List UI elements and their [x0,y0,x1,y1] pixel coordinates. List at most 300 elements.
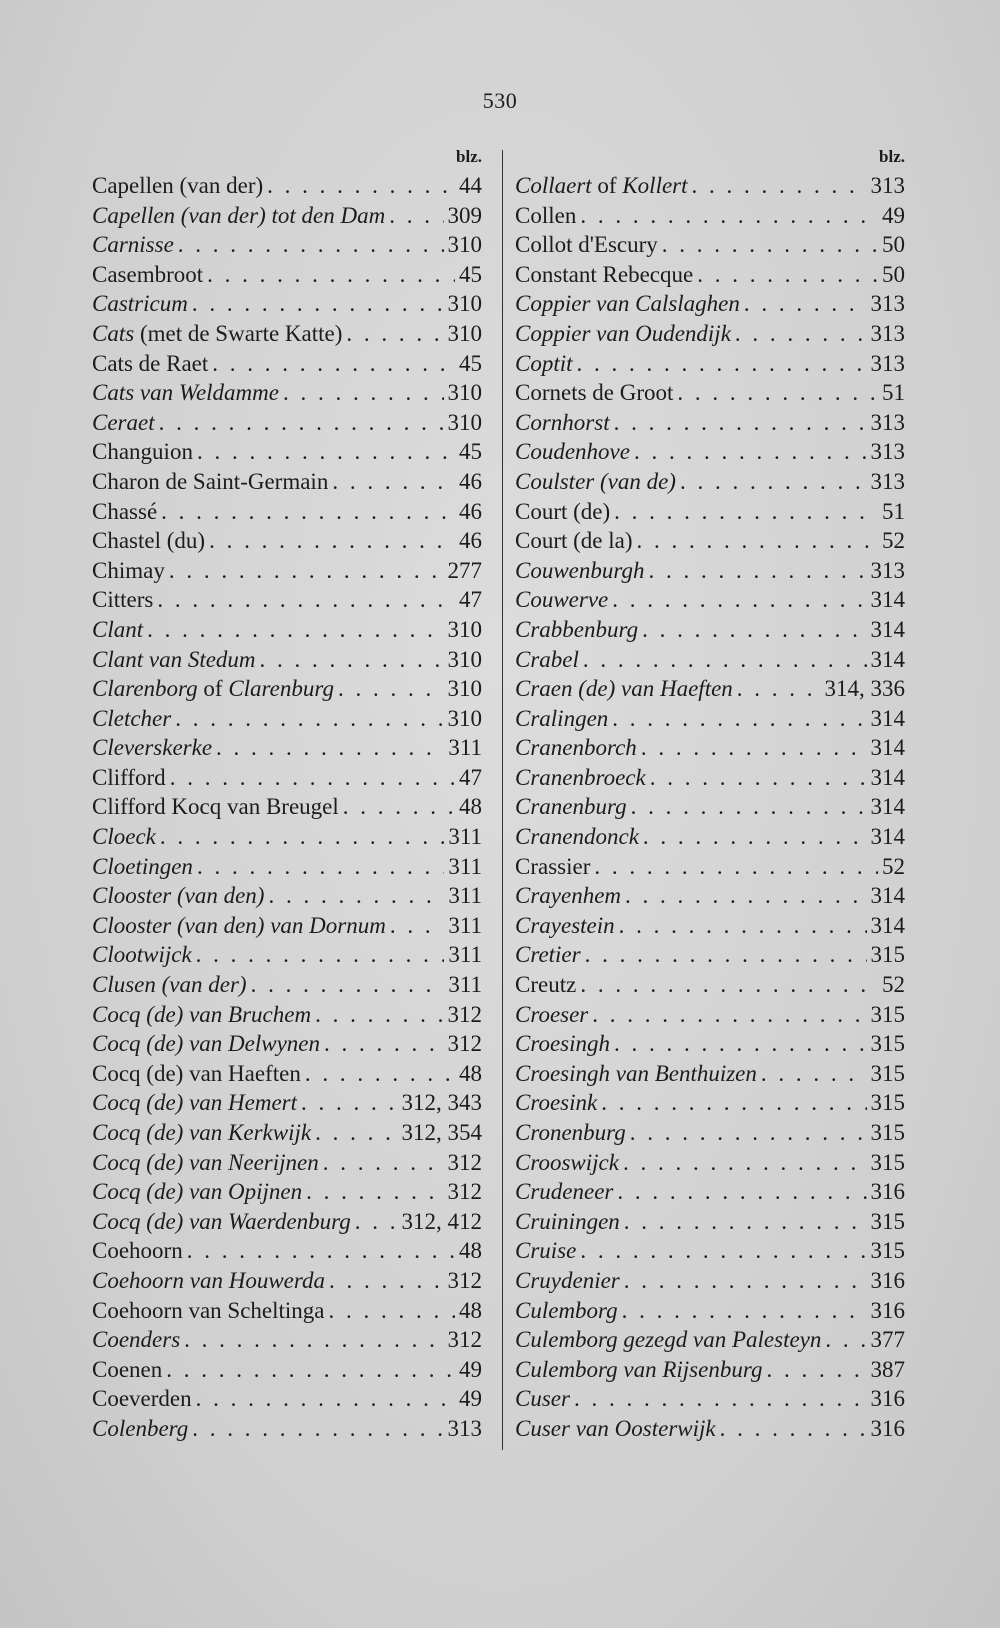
entry-name-italic-part: Clarenborg [92,676,198,702]
index-entry [515,1148,905,1178]
entry-name: Cranenborch [515,735,637,761]
entry-name: Crayenhem [515,883,622,909]
entry-page-ref: 312 [447,1267,482,1293]
leader-dots [612,585,866,615]
entry-page-ref: 46 [459,498,482,524]
leader-dots [216,733,444,763]
index-entry [92,1355,482,1385]
entry-name: Crabbenburg [515,616,639,642]
leader-dots [631,792,867,822]
index-entry [92,497,482,527]
index-entry [92,1000,482,1030]
entry-page-ref: 311 [448,912,482,938]
index-entry [92,1414,482,1444]
index-entry [515,1088,905,1118]
index-entry [515,940,905,970]
entry-page-ref: 314 [870,883,905,909]
entry-name: Coehoorn van Scheltinga [92,1297,325,1323]
entry-page-ref: 312 [447,1031,482,1057]
index-entry [92,467,482,497]
entry-page-ref: 310 [447,676,482,702]
leader-dots [624,1266,867,1296]
entry-name: Cralingen [515,705,609,731]
leader-dots [305,1059,455,1089]
entry-page-ref: 45 [459,261,482,287]
entry-page-ref: 44 [459,173,482,198]
entry-page-ref: 312, 412 [401,1208,482,1234]
leader-dots [766,1355,866,1385]
entry-name: Capellen (van der) tot den Dam [92,202,386,228]
entry-page-ref: 314 [870,616,905,642]
entry-page-ref: 312 [447,1001,482,1027]
entry-page-ref: 311 [448,942,482,968]
leader-dots [346,319,443,349]
leader-dots [592,1000,866,1030]
leader-dots [825,1325,866,1355]
entry-name: Coeverden [92,1386,192,1412]
index-entry [92,852,482,882]
entry-name: Coehoorn [92,1238,183,1264]
entry-page-ref: 315 [870,1031,905,1057]
entry-name: Cruiningen [515,1208,620,1234]
left-column [92,147,482,1444]
leader-dots [187,1236,455,1266]
entry-name: Crassier [515,853,591,879]
index-entry [515,467,905,497]
entry-page-ref: 311 [448,735,482,761]
entry-name: Cornhorst [515,409,610,435]
entry-page-ref: 387 [870,1356,905,1382]
index-entry [515,1207,905,1237]
leader-dots [338,674,444,704]
entry-page-ref: 313 [870,350,905,376]
entry-name: Culemborg [515,1297,618,1323]
entry-page-ref: 310 [447,380,482,406]
entry-name: Craen (de) van Haeften [515,676,733,702]
index-entry [515,1325,905,1355]
index-entry [92,526,482,556]
entry-name: Cronenburg [515,1120,626,1145]
entry-name: Cranenburg [515,794,627,820]
index-entry [515,1266,905,1296]
entry-page-ref: 47 [459,587,482,613]
entry-page-ref: 313 [870,409,905,435]
leader-dots [212,349,455,379]
index-entry [92,881,482,911]
leader-dots [147,615,443,645]
leader-dots [634,437,867,467]
leader-dots [580,970,878,1000]
entry-name: Creutz [515,972,577,998]
entry-page-ref: 316 [870,1179,905,1205]
leader-dots [580,201,878,231]
index-entry [92,260,482,290]
leader-dots [196,940,445,970]
entry-page-ref: 316 [870,1297,905,1323]
entry-name: Court (de) [515,498,611,524]
entry-name: Crooswijck [515,1149,619,1175]
leader-dots [260,645,444,675]
index-entry [515,556,905,586]
leader-dots [614,1029,867,1059]
entry-page-ref: 310 [447,291,482,317]
entry-page-ref: 312 [447,1149,482,1175]
entry-name [515,171,688,201]
index-entry [515,1029,905,1059]
entry-name: Cleverskerke [92,735,213,761]
index-entry [515,526,905,556]
index-entry [515,1236,905,1266]
entry-page-ref: 316 [870,1415,905,1441]
leader-dots [650,763,867,793]
entry-name: Cloeck [92,824,156,850]
entry-page-ref: 309 [447,202,482,228]
right-column [515,147,905,1444]
index-entry [92,674,482,704]
leader-dots [662,230,878,260]
index-entry [515,378,905,408]
entry-page-ref: 313 [870,557,905,583]
index-entry [92,585,482,615]
entry-name: Clifford Kocq van Breugel [92,794,339,820]
entry-page-ref: 52 [882,853,905,879]
entry-name-roman-part: (met de Swarte Katte) [134,320,343,346]
index-entry [515,970,905,1000]
entry-page-ref: 310 [447,320,482,346]
entry-page-ref: 315 [870,1001,905,1027]
index-entry [92,1059,482,1089]
index-entry [515,437,905,467]
leader-dots [601,1088,866,1118]
entry-page-ref: 49 [459,1356,482,1382]
entry-name: Cocq (de) van Bruchem [92,1001,312,1027]
leader-dots [389,201,443,231]
leader-dots [159,408,444,438]
entry-name: Clooster (van den) [92,883,265,909]
index-entry [515,408,905,438]
leader-dots [207,260,455,290]
leader-dots [268,881,444,911]
entry-name: Constant Rebecque [515,261,694,287]
entry-page-ref: 50 [882,261,905,287]
index-entry [515,911,905,941]
index-entry [515,733,905,763]
entry-name: Cats van Weldamme [92,380,279,406]
leader-dots [642,615,866,645]
leader-dots [577,349,867,379]
entry-name: Collen [515,202,577,228]
leader-dots [623,1148,867,1178]
index-entry [92,1296,482,1326]
entry-name: Cuser [515,1386,570,1412]
entry-page-ref: 314 [870,824,905,850]
entry-page-ref: 50 [882,232,905,258]
entry-name [92,319,342,349]
entry-name: Clusen (van der) [92,972,247,998]
leader-dots [649,556,867,586]
entry-name: Coudenhove [515,439,630,465]
index-entry [515,1177,905,1207]
entry-page-ref: 52 [882,972,905,998]
leader-dots [737,674,821,704]
entry-name: Collot d'Escury [515,232,658,258]
entry-page-ref: 312, 354 [401,1120,482,1145]
entry-name-roman-part: of [591,173,623,198]
leader-dots [175,704,443,734]
leader-dots [161,497,455,527]
entry-page-ref: 316 [870,1267,905,1293]
entry-name: Cloetingen [92,853,193,879]
entry-page-ref: 315 [870,942,905,968]
leader-dots [692,171,867,201]
leader-dots [315,1000,443,1030]
leader-dots [166,1355,455,1385]
index-entry [92,1207,482,1237]
index-entry [92,1236,482,1266]
leader-dots [355,1207,398,1237]
leader-dots [267,171,455,201]
leader-dots [585,940,867,970]
leader-dots [301,1088,397,1118]
left-column-header: blz. [456,147,482,166]
entry-page-ref: 310 [447,409,482,435]
leader-dots [643,822,867,852]
column-divider [502,150,503,1450]
leader-dots [641,733,867,763]
entry-page-ref: 314 [870,764,905,790]
entry-page-ref: 315 [870,1120,905,1145]
index-entry [515,230,905,260]
entry-page-ref: 310 [447,616,482,642]
entry-name: Culemborg van Rijsenburg [515,1356,763,1382]
entry-page-ref: 315 [870,1208,905,1234]
index-entry [92,408,482,438]
entry-name: Cuser van Oosterwijk [515,1415,716,1441]
leader-dots [720,1414,867,1444]
entry-name: Colenberg [92,1415,189,1441]
leader-dots [324,1029,443,1059]
entry-page-ref: 315 [870,1090,905,1116]
leader-dots [184,1325,443,1355]
index-entry [515,1118,905,1148]
index-entry [515,1384,905,1414]
left-entries [92,171,482,1444]
index-entry [515,674,905,704]
entry-page-ref: 313 [870,291,905,317]
leader-dots [197,852,444,882]
index-entry [515,289,905,319]
entry-name-italic-part: Kollert [622,173,688,198]
leader-dots [197,437,455,467]
entry-name: Croesink [515,1090,598,1116]
index-entry [92,1177,482,1207]
entry-name: Cocq (de) van Haeften [92,1060,301,1086]
leader-dots [630,1118,867,1148]
leader-dots [192,289,444,319]
index-entry [92,201,482,231]
entry-page-ref: 311 [448,824,482,850]
leader-dots [619,911,867,941]
index-entry [515,1355,905,1385]
index-entry [515,260,905,290]
entry-name: Cocq (de) van Delwynen [92,1031,321,1057]
leader-dots [622,1296,867,1326]
index-entry [515,704,905,734]
leader-dots [315,1118,397,1148]
entry-name: Coulster (van de) [515,468,676,494]
leader-dots [157,585,455,615]
entry-name: Cruise [515,1238,577,1264]
leader-dots [251,970,445,1000]
leader-dots [614,497,878,527]
entry-name: Capellen (van der) [92,173,264,198]
entry-name: Coppier van Oudendijk [515,320,731,346]
entry-page-ref: 48 [459,1060,482,1086]
index-entry [515,615,905,645]
index-entry [515,1000,905,1030]
index-entry [92,1148,482,1178]
leader-dots [323,1148,444,1178]
leader-dots [617,1177,866,1207]
index-entry [515,585,905,615]
leader-dots [196,1384,455,1414]
index-entry [515,1059,905,1089]
entry-page-ref: 48 [459,794,482,820]
entry-name: Ceraet [92,409,155,435]
index-entry [92,378,482,408]
index-entry [515,852,905,882]
entry-name-italic-part: Cats [92,320,135,346]
entry-name: Clifford [92,764,166,790]
index-entry [92,1118,482,1148]
leader-dots [343,792,455,822]
leader-dots [735,319,867,349]
entry-page-ref: 48 [459,1238,482,1264]
index-entry [92,792,482,822]
entry-page-ref: 45 [459,439,482,465]
entry-page-ref: 315 [870,1238,905,1264]
entry-name: Crabel [515,646,579,672]
entry-page-ref: 313 [447,1415,482,1441]
entry-page-ref: 313 [870,439,905,465]
index-entry [92,230,482,260]
entry-name [92,674,334,704]
right-column-header: blz. [879,147,905,166]
entry-name: Cocq (de) van Kerkwijk [92,1120,312,1145]
index-entry [92,911,482,941]
entry-name: Croeser [515,1001,589,1027]
entry-name: Culemborg gezegd van Palesteyn [515,1327,822,1353]
leader-dots [744,289,867,319]
index-entry [515,171,905,201]
entry-page-ref: 49 [882,202,905,228]
entry-page-ref: 314 [870,705,905,731]
page-number: 530 [482,88,518,113]
index-entry [515,822,905,852]
entry-page-ref: 312 [447,1327,482,1353]
entry-page-ref: 45 [459,350,482,376]
entry-name: Cats de Raet [92,350,209,376]
entry-page-ref: 314 [870,587,905,613]
entry-page-ref: 315 [870,1060,905,1086]
leader-dots [283,378,444,408]
entry-name: Chimay [92,557,165,583]
index-entry [515,1414,905,1444]
entry-name: Coenders [92,1327,181,1353]
entry-name: Coppier van Calslaghen [515,291,740,317]
index-entry [92,645,482,675]
leader-dots [329,1296,455,1326]
entry-page-ref: 47 [459,764,482,790]
entry-name: Chastel (du) [92,528,206,554]
leader-dots [637,526,878,556]
entry-page-ref: 312 [447,1179,482,1205]
index-entry [92,940,482,970]
entry-name: Clooster (van den) van Dornum [92,912,386,938]
entry-name: Croesingh van Benthuizen [515,1060,757,1086]
entry-page-ref: 314 [870,646,905,672]
entry-page-ref: 315 [870,1149,905,1175]
entry-page-ref: 377 [870,1327,905,1353]
entry-name: Changuion [92,439,193,465]
index-entry [92,763,482,793]
entry-name: Cranendonck [515,824,639,850]
leader-dots [574,1384,867,1414]
entry-page-ref: 310 [447,705,482,731]
entry-page-ref: 311 [448,883,482,909]
entry-name: Cretier [515,942,581,968]
leader-dots [390,911,444,941]
index-entry [92,970,482,1000]
entry-name: Carnisse [92,232,174,258]
leader-dots [170,763,455,793]
entry-name: Clant van Stedum [92,646,256,672]
index-entry [92,1384,482,1414]
leader-dots [580,1236,866,1266]
entry-page-ref: 313 [870,173,905,198]
index-entry [515,881,905,911]
entry-page-ref: 312, 343 [401,1090,482,1116]
entry-name: Croesingh [515,1031,610,1057]
index-entry [515,792,905,822]
entry-name: Clant [92,616,144,642]
entry-page-ref: 311 [448,853,482,879]
leader-dots [761,1059,867,1089]
index-entry [92,1266,482,1296]
entry-page-ref: 316 [870,1386,905,1412]
entry-name: Couwenburgh [515,557,645,583]
index-entry [515,645,905,675]
index-entry [92,556,482,586]
leader-dots [594,852,878,882]
entry-name: Couwerve [515,587,609,613]
leader-dots [583,645,867,675]
entry-name: Citters [92,587,154,613]
index-entry [92,704,482,734]
entry-name: Crayestein [515,912,615,938]
leader-dots [332,467,455,497]
entry-name: Cornets de Groot [515,380,674,406]
entry-page-ref: 314, 336 [824,676,905,702]
entry-name: Coenen [92,1356,163,1382]
index-entry [92,349,482,379]
leader-dots [192,1414,443,1444]
leader-dots [160,822,444,852]
index-entry [515,349,905,379]
leader-dots [169,556,444,586]
index-entry [515,1296,905,1326]
entry-name: Cocq (de) van Neerijnen [92,1149,319,1175]
